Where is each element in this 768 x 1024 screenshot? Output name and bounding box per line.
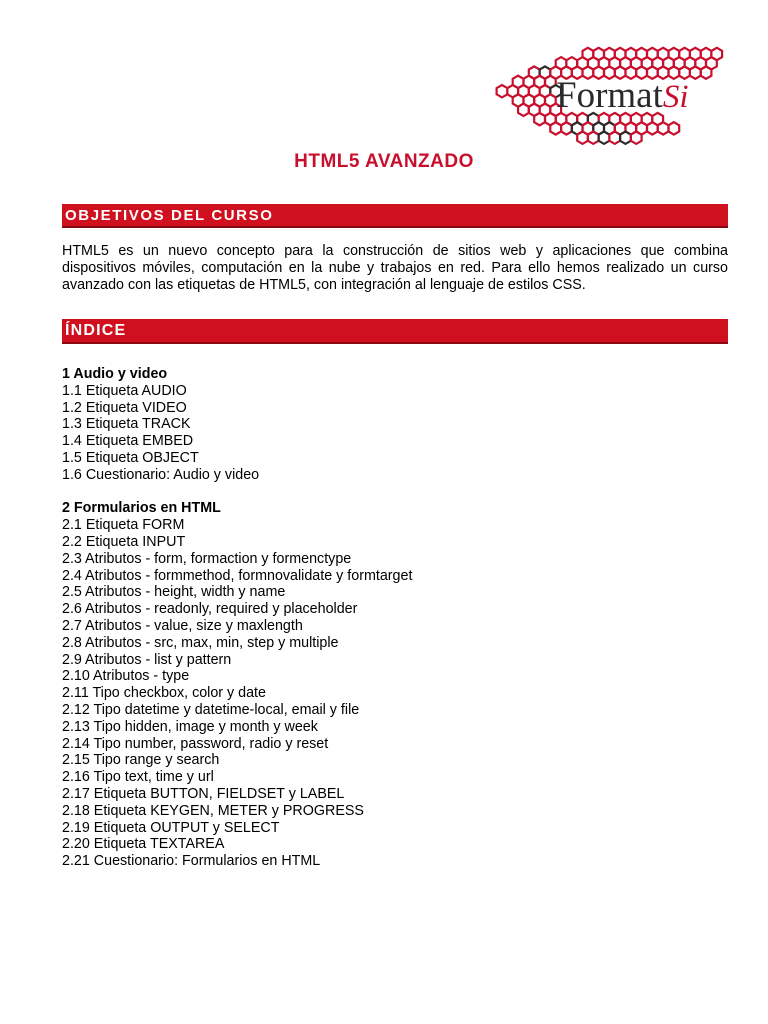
toc-item: 1.1 Etiqueta AUDIO bbox=[62, 382, 187, 399]
toc-item: 2.5 Atributos - height, width y name bbox=[62, 584, 286, 601]
logo-brand-accent: Si bbox=[662, 79, 689, 115]
toc-item: 1.5 Etiqueta OBJECT bbox=[62, 449, 199, 466]
toc-item: 2.2 Etiqueta INPUT bbox=[62, 533, 186, 550]
toc-item: 2.20 Etiqueta TEXTAREA bbox=[62, 836, 225, 853]
hexagon-cell bbox=[599, 132, 610, 144]
hexagon-cell bbox=[577, 132, 588, 144]
document-title: HTML5 AVANZADO bbox=[294, 151, 474, 172]
hexagon-cell bbox=[690, 66, 701, 78]
toc-item: 2.21 Cuestionario: Formularios en HTML bbox=[62, 853, 321, 870]
objectives-section-header bbox=[62, 204, 728, 228]
toc-item: 2.12 Tipo datetime y datetime-local, email y file bbox=[62, 701, 360, 718]
toc-item: 2.15 Tipo range y search bbox=[62, 752, 220, 769]
index-heading: ÍNDICE bbox=[65, 322, 127, 339]
toc-item: 2.14 Tipo number, password, radio y reset bbox=[62, 735, 329, 752]
hexagon-cell bbox=[609, 132, 620, 144]
toc-item: 1.3 Etiqueta TRACK bbox=[62, 416, 191, 433]
objectives-paragraph: HTML5 es un nuevo concepto para la construcción de sitios web y aplicaciones que combina dispositivos móviles, computación en la nube y trabajos en red. Para ello hemos realizado un curso avanzado con las etiquetas de HTML5, con integración al lenguaje de estilos CSS. bbox=[62, 243, 728, 293]
hexagon-cell bbox=[620, 132, 631, 144]
toc-item: 2.19 Etiqueta OUTPUT y SELECT bbox=[62, 819, 280, 836]
logo-brand-main: Format bbox=[556, 75, 663, 116]
hexagon-cell bbox=[658, 122, 669, 134]
toc-group bbox=[62, 500, 728, 870]
toc-group-title: 2 Formularios en HTML bbox=[62, 500, 221, 517]
toc-item: 2.3 Atributos - form, formaction y formenctype bbox=[62, 550, 352, 567]
toc-item: 2.8 Atributos - src, max, min, step y multiple bbox=[62, 634, 339, 651]
toc-item: 2.7 Atributos - value, size y maxlength bbox=[62, 617, 303, 634]
toc-item: 2.13 Tipo hidden, image y month y week bbox=[62, 718, 318, 735]
toc-item: 2.4 Atributos - formmethod, formnovalidate y formtarget bbox=[62, 567, 413, 584]
toc-item: 2.11 Tipo checkbox, color y date bbox=[62, 685, 266, 702]
toc-item: 2.9 Atributos - list y pattern bbox=[62, 651, 232, 668]
hexagon-cell bbox=[631, 132, 642, 144]
index-section-header bbox=[62, 319, 728, 344]
hexagon-cell bbox=[518, 104, 529, 116]
table-of-contents bbox=[62, 366, 728, 887]
toc-item: 1.4 Etiqueta EMBED bbox=[62, 433, 194, 450]
toc-item: 2.10 Atributos - type bbox=[62, 668, 190, 685]
toc-item: 2.1 Etiqueta FORM bbox=[62, 517, 185, 534]
hexagon-cell bbox=[497, 85, 508, 97]
toc-group-title: 1 Audio y video bbox=[62, 366, 168, 382]
toc-item: 2.17 Etiqueta BUTTON, FIELDSET y LABEL bbox=[62, 785, 345, 802]
toc-item: 2.16 Tipo text, time y url bbox=[62, 769, 214, 786]
toc-item: 1.6 Cuestionario: Audio y video bbox=[62, 466, 260, 483]
toc-item: 2.18 Etiqueta KEYGEN, METER y PROGRESS bbox=[62, 802, 364, 819]
hexagon-cell bbox=[561, 122, 572, 134]
logo-wordmark bbox=[556, 74, 689, 117]
objectives-heading: OBJETIVOS DEL CURSO bbox=[65, 207, 274, 224]
toc-item: 1.2 Etiqueta VIDEO bbox=[62, 399, 187, 416]
hexagon-cell bbox=[534, 113, 545, 125]
formatsi-logo bbox=[490, 38, 727, 150]
toc-group bbox=[62, 366, 728, 484]
hexagon-cell bbox=[647, 122, 658, 134]
hexagon-cell bbox=[588, 132, 599, 144]
hexagon-cell bbox=[701, 66, 712, 78]
toc-item: 2.6 Atributos - readonly, required y placeholder bbox=[62, 601, 358, 618]
hexagon-cell bbox=[669, 122, 680, 134]
hexagon-cell bbox=[550, 122, 561, 134]
